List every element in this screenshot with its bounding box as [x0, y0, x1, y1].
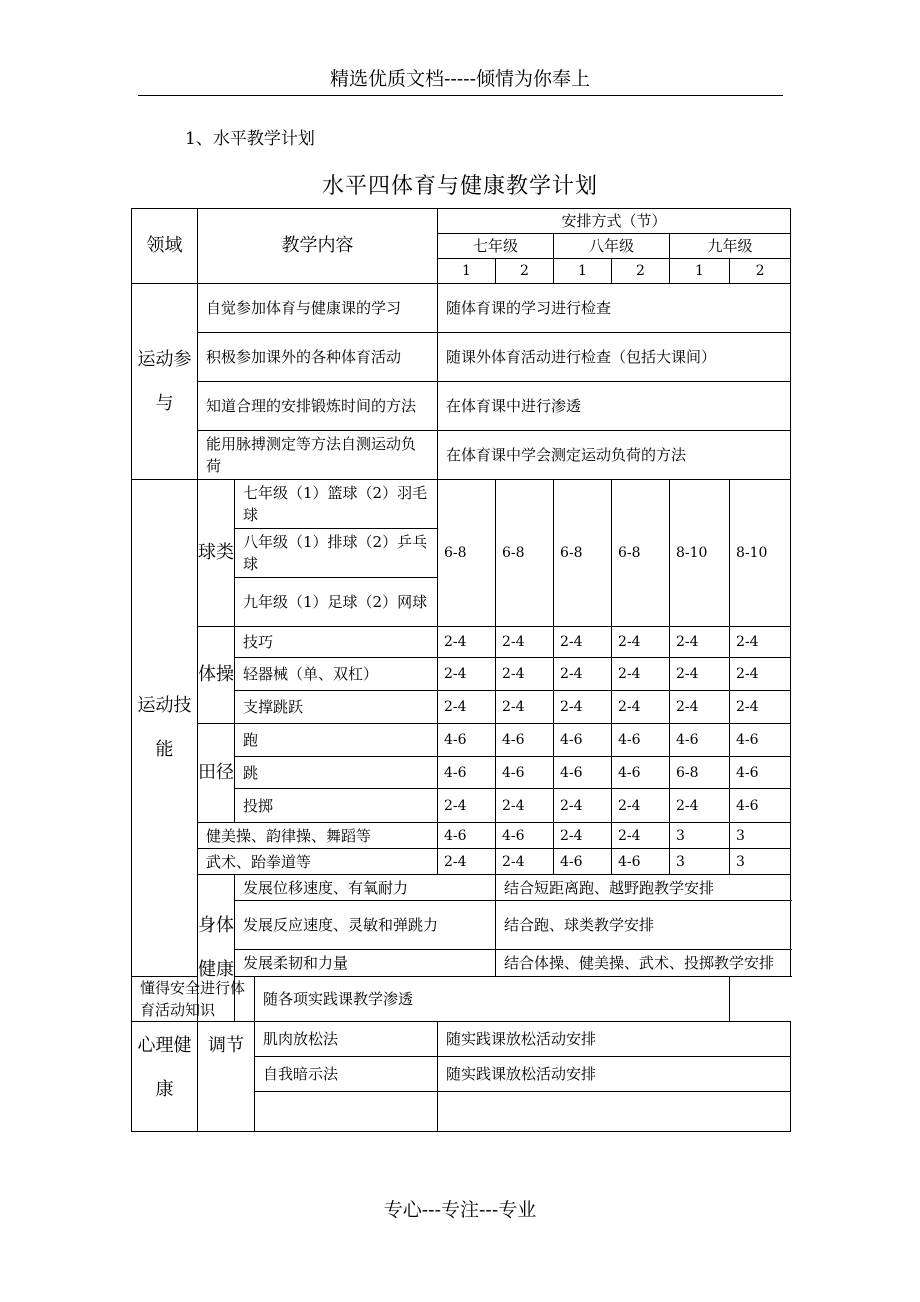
- other-item: 武术、跆拳道等: [198, 849, 438, 875]
- header-term: 2: [496, 259, 554, 284]
- section-heading: 1、水平教学计划: [185, 129, 315, 149]
- page-header: 精选优质文档-----倾情为你奉上: [329, 68, 591, 90]
- table-row: [132, 849, 791, 875]
- arrangement-cell: 随实践课放松活动安排: [438, 1022, 791, 1057]
- header-term: 1: [554, 259, 612, 284]
- value-cell: 2-4: [670, 789, 730, 823]
- content-cell: 发展反应速度、灵敏和弹跳力: [235, 901, 496, 950]
- value-cell: 8-10: [730, 480, 791, 627]
- value-cell: 3: [670, 849, 730, 875]
- value-cell: 3: [670, 823, 730, 849]
- value-cell: 4-6: [730, 757, 791, 789]
- other-item: 健美操、韵律操、舞蹈等: [198, 823, 438, 849]
- arrangement-cell: 结合短距离跑、越野跑教学安排: [496, 875, 791, 901]
- table-row: [132, 1022, 791, 1057]
- table-row: [132, 724, 791, 757]
- table-row: [132, 480, 791, 529]
- table-row: [132, 823, 791, 849]
- value-cell: 2-4: [612, 658, 670, 691]
- arrangement-cell-empty: [438, 1092, 791, 1132]
- value-cell: 2-4: [612, 823, 670, 849]
- subcategory-track: 田径: [198, 724, 235, 823]
- value-cell: 4-6: [496, 757, 554, 789]
- value-cell: 2-4: [438, 627, 496, 658]
- value-cell: 3: [730, 823, 791, 849]
- value-cell: 2-4: [496, 691, 554, 724]
- gym-item: 支撑跳跃: [235, 691, 438, 724]
- value-cell: 4-6: [496, 724, 554, 757]
- content-cell: 能用脉搏测定等方法自测运动负荷: [198, 431, 438, 480]
- arrangement-cell: 随实践课放松活动安排: [438, 1057, 791, 1092]
- table-row: [132, 977, 791, 1022]
- value-cell: 2-4: [730, 658, 791, 691]
- value-cell: 4-6: [554, 849, 612, 875]
- page-footer: 专心---专注---专业: [383, 1199, 537, 1221]
- value-cell: 2-4: [730, 627, 791, 658]
- header-content: 教学内容: [198, 209, 438, 284]
- gym-item: 技巧: [235, 627, 438, 658]
- content-cell: 发展柔韧和力量: [235, 950, 496, 977]
- header-term: 2: [730, 259, 791, 284]
- arrangement-cell: 结合体操、健美操、武术、投掷教学安排: [496, 950, 791, 977]
- arrangement-cell: 随各项实践课教学渗透: [255, 977, 730, 1022]
- subcategory-gym: 体操: [198, 627, 235, 724]
- mental-item: 肌肉放松法: [255, 1022, 438, 1057]
- value-cell: 2-4: [612, 789, 670, 823]
- value-cell: 6-8: [496, 480, 554, 627]
- value-cell: 2-4: [730, 691, 791, 724]
- domain-skills: 运动技能: [132, 480, 198, 977]
- track-item: 跳: [235, 757, 438, 789]
- value-cell: 6-8: [612, 480, 670, 627]
- value-cell: 2-4: [670, 658, 730, 691]
- value-cell: 3: [730, 849, 791, 875]
- value-cell: 2-4: [438, 658, 496, 691]
- header-term: 1: [438, 259, 496, 284]
- value-cell: 4-6: [554, 757, 612, 789]
- value-cell: 4-6: [554, 724, 612, 757]
- table-row: [132, 431, 791, 480]
- document-title: 水平四体育与健康教学计划: [321, 174, 598, 199]
- table-row: [132, 284, 791, 333]
- value-cell: 4-6: [438, 724, 496, 757]
- value-cell: 8-10: [670, 480, 730, 627]
- arrangement-cell: 随体育课的学习进行检查: [438, 284, 791, 333]
- value-cell: 4-6: [730, 789, 791, 823]
- value-cell: 2-4: [496, 789, 554, 823]
- domain-mental: 心理健康: [132, 1022, 198, 1132]
- value-cell: 2-4: [554, 658, 612, 691]
- value-cell: 2-4: [438, 849, 496, 875]
- track-item: 投掷: [235, 789, 438, 823]
- value-cell: 2-4: [670, 691, 730, 724]
- ball-item: 八年级（1）排球（2）乒乓球: [235, 529, 438, 578]
- track-item: 跑: [235, 724, 438, 757]
- content-cell: 知道合理的安排锻炼时间的方法: [198, 382, 438, 431]
- value-cell: 4-6: [670, 724, 730, 757]
- value-cell: 2-4: [612, 691, 670, 724]
- arrangement-cell: 在体育课中进行渗透: [438, 382, 791, 431]
- header-term: 2: [612, 259, 670, 284]
- content-cell: 自觉参加体育与健康课的学习: [198, 284, 438, 333]
- subcategory-ball: 球类: [198, 480, 235, 627]
- value-cell: 4-6: [730, 724, 791, 757]
- content-cell: 懂得安全进行体育活动知识: [132, 977, 255, 1022]
- table-row: [132, 875, 791, 901]
- plan-table-wrapper: [131, 208, 790, 1100]
- header-grade: 九年级: [670, 234, 791, 259]
- mental-item: 自我暗示法: [255, 1057, 438, 1092]
- value-cell: 2-4: [496, 627, 554, 658]
- teaching-plan-table: [131, 208, 791, 1132]
- gym-item: 轻器械（单、双杠）: [235, 658, 438, 691]
- table-header-row: [132, 209, 791, 234]
- content-cell: 积极参加课外的各种体育活动: [198, 333, 438, 382]
- value-cell: 2-4: [612, 627, 670, 658]
- value-cell: 2-4: [496, 658, 554, 691]
- arrangement-cell: 在体育课中学会测定运动负荷的方法: [438, 431, 791, 480]
- domain-fitness: 身体健康: [198, 875, 235, 1022]
- header-domain: 领域: [132, 209, 198, 284]
- value-cell: 6-8: [670, 757, 730, 789]
- value-cell: 4-6: [438, 757, 496, 789]
- ball-item: 七年级（1）篮球（2）羽毛球: [235, 480, 438, 529]
- value-cell: 2-4: [554, 691, 612, 724]
- value-cell: 2-4: [438, 789, 496, 823]
- arrangement-cell: 随课外体育活动进行检查（包括大课间）: [438, 333, 791, 382]
- header-rule: [138, 95, 783, 96]
- value-cell: 6-8: [554, 480, 612, 627]
- table-row: [132, 627, 791, 658]
- mental-item-empty: [255, 1092, 438, 1132]
- header-term: 1: [670, 259, 730, 284]
- value-cell: 2-4: [438, 691, 496, 724]
- value-cell: 4-6: [438, 823, 496, 849]
- ball-item: 九年级（1）足球（2）网球: [235, 578, 438, 627]
- value-cell: 4-6: [496, 823, 554, 849]
- value-cell: 2-4: [554, 823, 612, 849]
- domain-participation: 运动参与: [132, 284, 198, 480]
- subcategory-regulation: 调节: [198, 1022, 255, 1132]
- arrangement-cell: 结合跑、球类教学安排: [496, 901, 791, 950]
- value-cell: 2-4: [670, 627, 730, 658]
- value-cell: 2-4: [554, 627, 612, 658]
- table-row: [132, 333, 791, 382]
- header-grade: 八年级: [554, 234, 670, 259]
- value-cell: 4-6: [612, 757, 670, 789]
- value-cell: 2-4: [496, 849, 554, 875]
- header-grade: 七年级: [438, 234, 554, 259]
- table-row: [132, 382, 791, 431]
- value-cell: 2-4: [554, 789, 612, 823]
- value-cell: 4-6: [612, 849, 670, 875]
- content-cell: 发展位移速度、有氧耐力: [235, 875, 496, 901]
- value-cell: 6-8: [438, 480, 496, 627]
- header-arrangement: 安排方式（节）: [438, 209, 791, 234]
- value-cell: 4-6: [612, 724, 670, 757]
